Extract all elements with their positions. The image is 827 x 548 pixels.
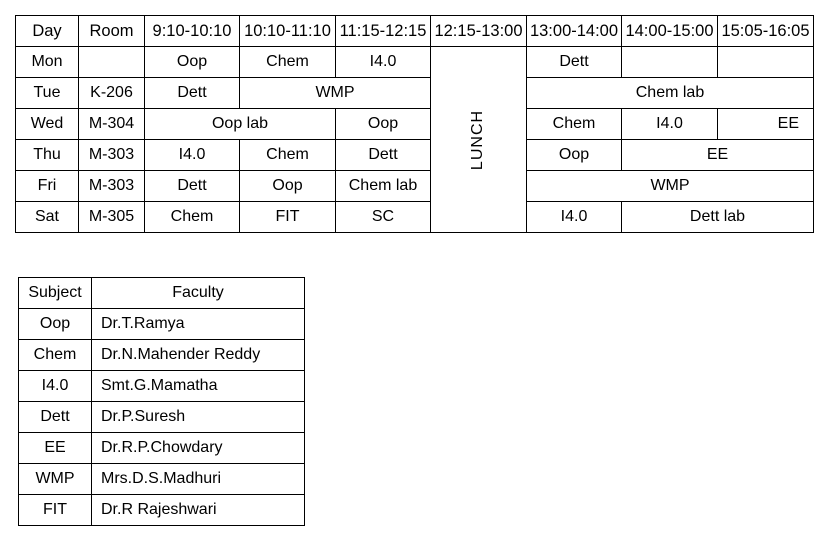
room-cell: M-303 xyxy=(79,171,145,202)
class-cell xyxy=(718,47,814,78)
header-subject: Subject xyxy=(19,278,92,309)
timetable-row-sat xyxy=(16,202,814,233)
class-cell: Oop xyxy=(145,47,240,78)
header-slot-1: 9:10-10:10 xyxy=(145,16,240,47)
room-cell: M-304 xyxy=(79,109,145,140)
class-cell: Chem xyxy=(527,109,622,140)
subject-cell: Oop xyxy=(19,309,92,340)
class-cell: FIT xyxy=(240,202,336,233)
header-slot-6: 14:00-15:00 xyxy=(622,16,718,47)
header-slot-2: 10:10-11:10 xyxy=(240,16,336,47)
class-cell: EE xyxy=(622,140,814,171)
class-cell: Dett xyxy=(527,47,622,78)
faculty-cell: Mrs.D.S.Madhuri xyxy=(92,464,305,495)
class-cell: Oop xyxy=(527,140,622,171)
header-faculty: Faculty xyxy=(92,278,305,309)
timetable-row-fri xyxy=(16,171,814,202)
class-cell: Chem lab xyxy=(336,171,431,202)
subject-cell: EE xyxy=(19,433,92,464)
faculty-table xyxy=(18,277,305,526)
subject-cell: Dett xyxy=(19,402,92,433)
faculty-row xyxy=(19,495,305,526)
faculty-row xyxy=(19,371,305,402)
class-cell: WMP xyxy=(240,78,431,109)
class-cell: Oop xyxy=(240,171,336,202)
day-cell: Sat xyxy=(16,202,79,233)
day-cell: Tue xyxy=(16,78,79,109)
faculty-cell: Dr.R Rajeshwari xyxy=(92,495,305,526)
subject-cell: FIT xyxy=(19,495,92,526)
subject-cell: WMP xyxy=(19,464,92,495)
class-cell: SC xyxy=(336,202,431,233)
faculty-cell: Dr.N.Mahender Reddy xyxy=(92,340,305,371)
subject-cell: Chem xyxy=(19,340,92,371)
faculty-cell: Smt.G.Mamatha xyxy=(92,371,305,402)
room-cell xyxy=(79,47,145,78)
class-cell: Dett xyxy=(145,171,240,202)
class-cell: Chem xyxy=(240,47,336,78)
day-cell: Fri xyxy=(16,171,79,202)
class-cell: Dett xyxy=(336,140,431,171)
class-cell: Chem lab xyxy=(527,78,814,109)
faculty-cell: Dr.T.Ramya xyxy=(92,309,305,340)
timetable-header-row xyxy=(16,16,814,47)
class-cell xyxy=(622,47,718,78)
header-room: Room xyxy=(79,16,145,47)
class-cell: I4.0 xyxy=(622,109,718,140)
class-cell: I4.0 xyxy=(527,202,622,233)
class-cell: Chem xyxy=(145,202,240,233)
class-cell: I4.0 xyxy=(145,140,240,171)
faculty-row xyxy=(19,402,305,433)
header-slot-7: 15:05-16:05 xyxy=(718,16,814,47)
subject-cell: I4.0 xyxy=(19,371,92,402)
header-slot-5: 13:00-14:00 xyxy=(527,16,622,47)
class-cell: Oop lab xyxy=(145,109,336,140)
room-cell: K-206 xyxy=(79,78,145,109)
timetable-row-thu xyxy=(16,140,814,171)
timetable xyxy=(15,15,814,233)
class-cell: Dett lab xyxy=(622,202,814,233)
faculty-cell: Dr.P.Suresh xyxy=(92,402,305,433)
faculty-row xyxy=(19,340,305,371)
header-slot-3: 11:15-12:15 xyxy=(336,16,431,47)
class-cell: I4.0 xyxy=(336,47,431,78)
faculty-cell: Dr.R.P.Chowdary xyxy=(92,433,305,464)
header-day: Day xyxy=(16,16,79,47)
day-cell: Wed xyxy=(16,109,79,140)
lunch-cell xyxy=(431,47,527,233)
day-cell: Thu xyxy=(16,140,79,171)
timetable-row-tue xyxy=(16,78,814,109)
class-cell: Oop xyxy=(336,109,431,140)
room-cell: M-303 xyxy=(79,140,145,171)
header-slot-lunch: 12:15-13:00 xyxy=(431,16,527,47)
faculty-row xyxy=(19,309,305,340)
class-cell: WMP xyxy=(527,171,814,202)
timetable-row-mon xyxy=(16,47,814,78)
room-cell: M-305 xyxy=(79,202,145,233)
faculty-row xyxy=(19,433,305,464)
class-cell: EE xyxy=(718,109,814,140)
faculty-row xyxy=(19,464,305,495)
timetable-row-wed xyxy=(16,109,814,140)
day-cell: Mon xyxy=(16,47,79,78)
class-cell: Dett xyxy=(145,78,240,109)
faculty-header-row xyxy=(19,278,305,309)
lunch-label: LUNCH xyxy=(469,109,487,170)
class-cell: Chem xyxy=(240,140,336,171)
